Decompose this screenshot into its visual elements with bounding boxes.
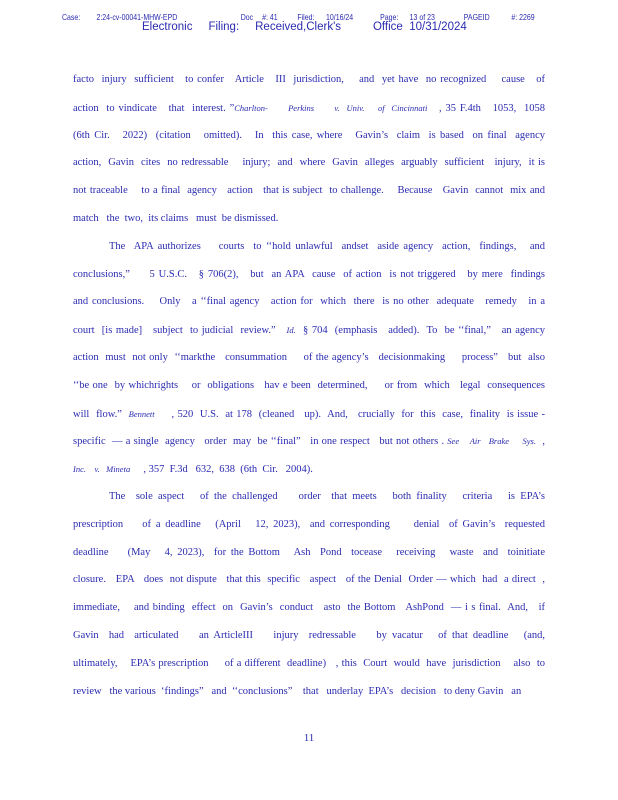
page-number: 11 bbox=[303, 732, 315, 744]
case-citation: Bennett bbox=[128, 408, 155, 419]
case-citation: Inc. v. Mineta bbox=[73, 464, 131, 475]
text-run: , 35 F.4th 1053, 1058 bbox=[427, 102, 545, 114]
text-line bbox=[73, 515, 545, 543]
text-line bbox=[73, 431, 545, 459]
text-line bbox=[73, 459, 545, 487]
text-line bbox=[73, 209, 545, 237]
text-run: (6th Cir. 2022) (citation omitted). In this case, where Gavin’s claim is based on final agency bbox=[73, 129, 545, 141]
text-line bbox=[73, 237, 545, 265]
text-line bbox=[73, 570, 545, 598]
text-run: conclusions,” 5 U.S.C. § 706(2), but an APA cause of action is not triggered by mere findings bbox=[73, 268, 545, 280]
text-run: ‘‘be one by whichrights or obligations hav e been determined, or from which legal consequences bbox=[73, 379, 545, 391]
text-run: deadline (May 4, 2023), for the Bottom Ash Pond tocease receiving waste and toinitiate bbox=[73, 546, 545, 558]
text-run: action, Gavin cites no redressable injury; and where Gavin alleges arguably sufficient injury, it is bbox=[73, 157, 545, 169]
text-line bbox=[73, 126, 545, 154]
text-run: , 357 F.3d 632, 638 (6th Cir. 2004). bbox=[130, 464, 313, 476]
text-line bbox=[73, 98, 545, 126]
pageid-label: PAGEID bbox=[463, 12, 490, 22]
filing-stamp: Electronic Filing: Received,Clerk's Office 10/31/2024 bbox=[142, 21, 467, 33]
text-run: facto injury sufficient to confer Article III jurisdiction, and yet have no recognized cause of bbox=[73, 74, 545, 85]
text-line bbox=[73, 153, 545, 181]
text-line bbox=[73, 348, 545, 376]
text-run: Gavin had articulated an ArticleIII injury redressable by vacatur of that deadline (and, bbox=[73, 629, 545, 641]
pageid-number: #: 2269 bbox=[511, 12, 535, 22]
text-run: not traceable to a final agency action that is subject to challenge. Because Gavin cannot mix and bbox=[73, 185, 545, 197]
text-run: ultimately, EPA’s prescription of a different deadline) , this Court would have jurisdiction also to bbox=[73, 657, 545, 669]
text-line bbox=[73, 626, 545, 654]
page-of: 13 of 23 bbox=[409, 12, 435, 22]
text-line bbox=[73, 181, 545, 209]
text-line bbox=[73, 487, 545, 515]
text-run: closure. EPA does not dispute that this specific aspect of the Denial Order — which had a direct , bbox=[73, 574, 545, 586]
text-line bbox=[73, 320, 545, 348]
text-line bbox=[73, 265, 545, 293]
text-run: specific — a single agency order may be ‘‘final” in one respect but not others . bbox=[73, 436, 448, 448]
text-run: § 704 (emphasis added). To be ‘‘final,” an agency bbox=[295, 325, 545, 337]
text-run: The sole aspect of the challenged order that meets both finality criteria is EPA’s bbox=[109, 490, 545, 502]
text-line bbox=[73, 292, 545, 320]
text-run: The APA authorizes courts to ‘‘hold unlawful andset aside agency action, findings, and bbox=[109, 240, 545, 252]
text-line bbox=[73, 404, 545, 432]
text-run: and conclusions. Only a ‘‘final agency action for which there is no other adequate remedy in a bbox=[73, 296, 545, 308]
text-line bbox=[73, 654, 545, 682]
text-run: court [is made] subject to judicial review.” bbox=[73, 325, 287, 337]
case-label: Case: bbox=[62, 12, 81, 22]
paragraph bbox=[73, 70, 545, 237]
doc-number: #: 41 bbox=[262, 12, 278, 22]
text-run: action must not only ‘‘markthe consummation of the agency’s decisionmaking process” but also bbox=[73, 351, 545, 363]
case-citation: Id. bbox=[286, 325, 296, 336]
paragraph bbox=[73, 237, 545, 487]
case-citation: See Air Brake Sys. bbox=[447, 436, 536, 447]
text-line bbox=[73, 598, 545, 626]
case-citation: Charlton- Perkins v. Univ. of Cincinnati bbox=[234, 102, 428, 113]
text-run: prescription of a deadline (April 12, 2023), and corresponding denial of Gavin’s requested bbox=[73, 518, 545, 530]
text-line bbox=[73, 376, 545, 404]
text-run: , bbox=[535, 436, 545, 448]
text-run: immediate, and binding effect on Gavin’s conduct asto the Bottom AshPond — i s final. And, if bbox=[73, 602, 545, 614]
document-body bbox=[73, 70, 545, 709]
text-line bbox=[73, 70, 545, 98]
filed-label: Filed: bbox=[297, 12, 315, 22]
text-line bbox=[73, 543, 545, 571]
text-run: action to vindicate that interest. ” bbox=[73, 102, 235, 114]
text-run: , 520 U.S. at 178 (cleaned up). And, crucially for this case, finality is issue - bbox=[154, 408, 546, 420]
text-run: review the various ‘findings” and ‘‘conclusions” that underlay EPA’s decision to deny Gavin an bbox=[73, 685, 522, 697]
paragraph bbox=[73, 487, 545, 709]
text-run: will flow.” bbox=[73, 408, 129, 420]
filed-date: 10/16/24 bbox=[326, 12, 354, 22]
doc-label: Doc bbox=[240, 12, 254, 22]
text-run: match the two, its claims must be dismissed. bbox=[73, 212, 279, 224]
text-line bbox=[73, 682, 545, 710]
case-number: 2:24-cv-00041-MHW-EPD bbox=[96, 12, 178, 22]
page-label: Page: bbox=[380, 12, 399, 22]
